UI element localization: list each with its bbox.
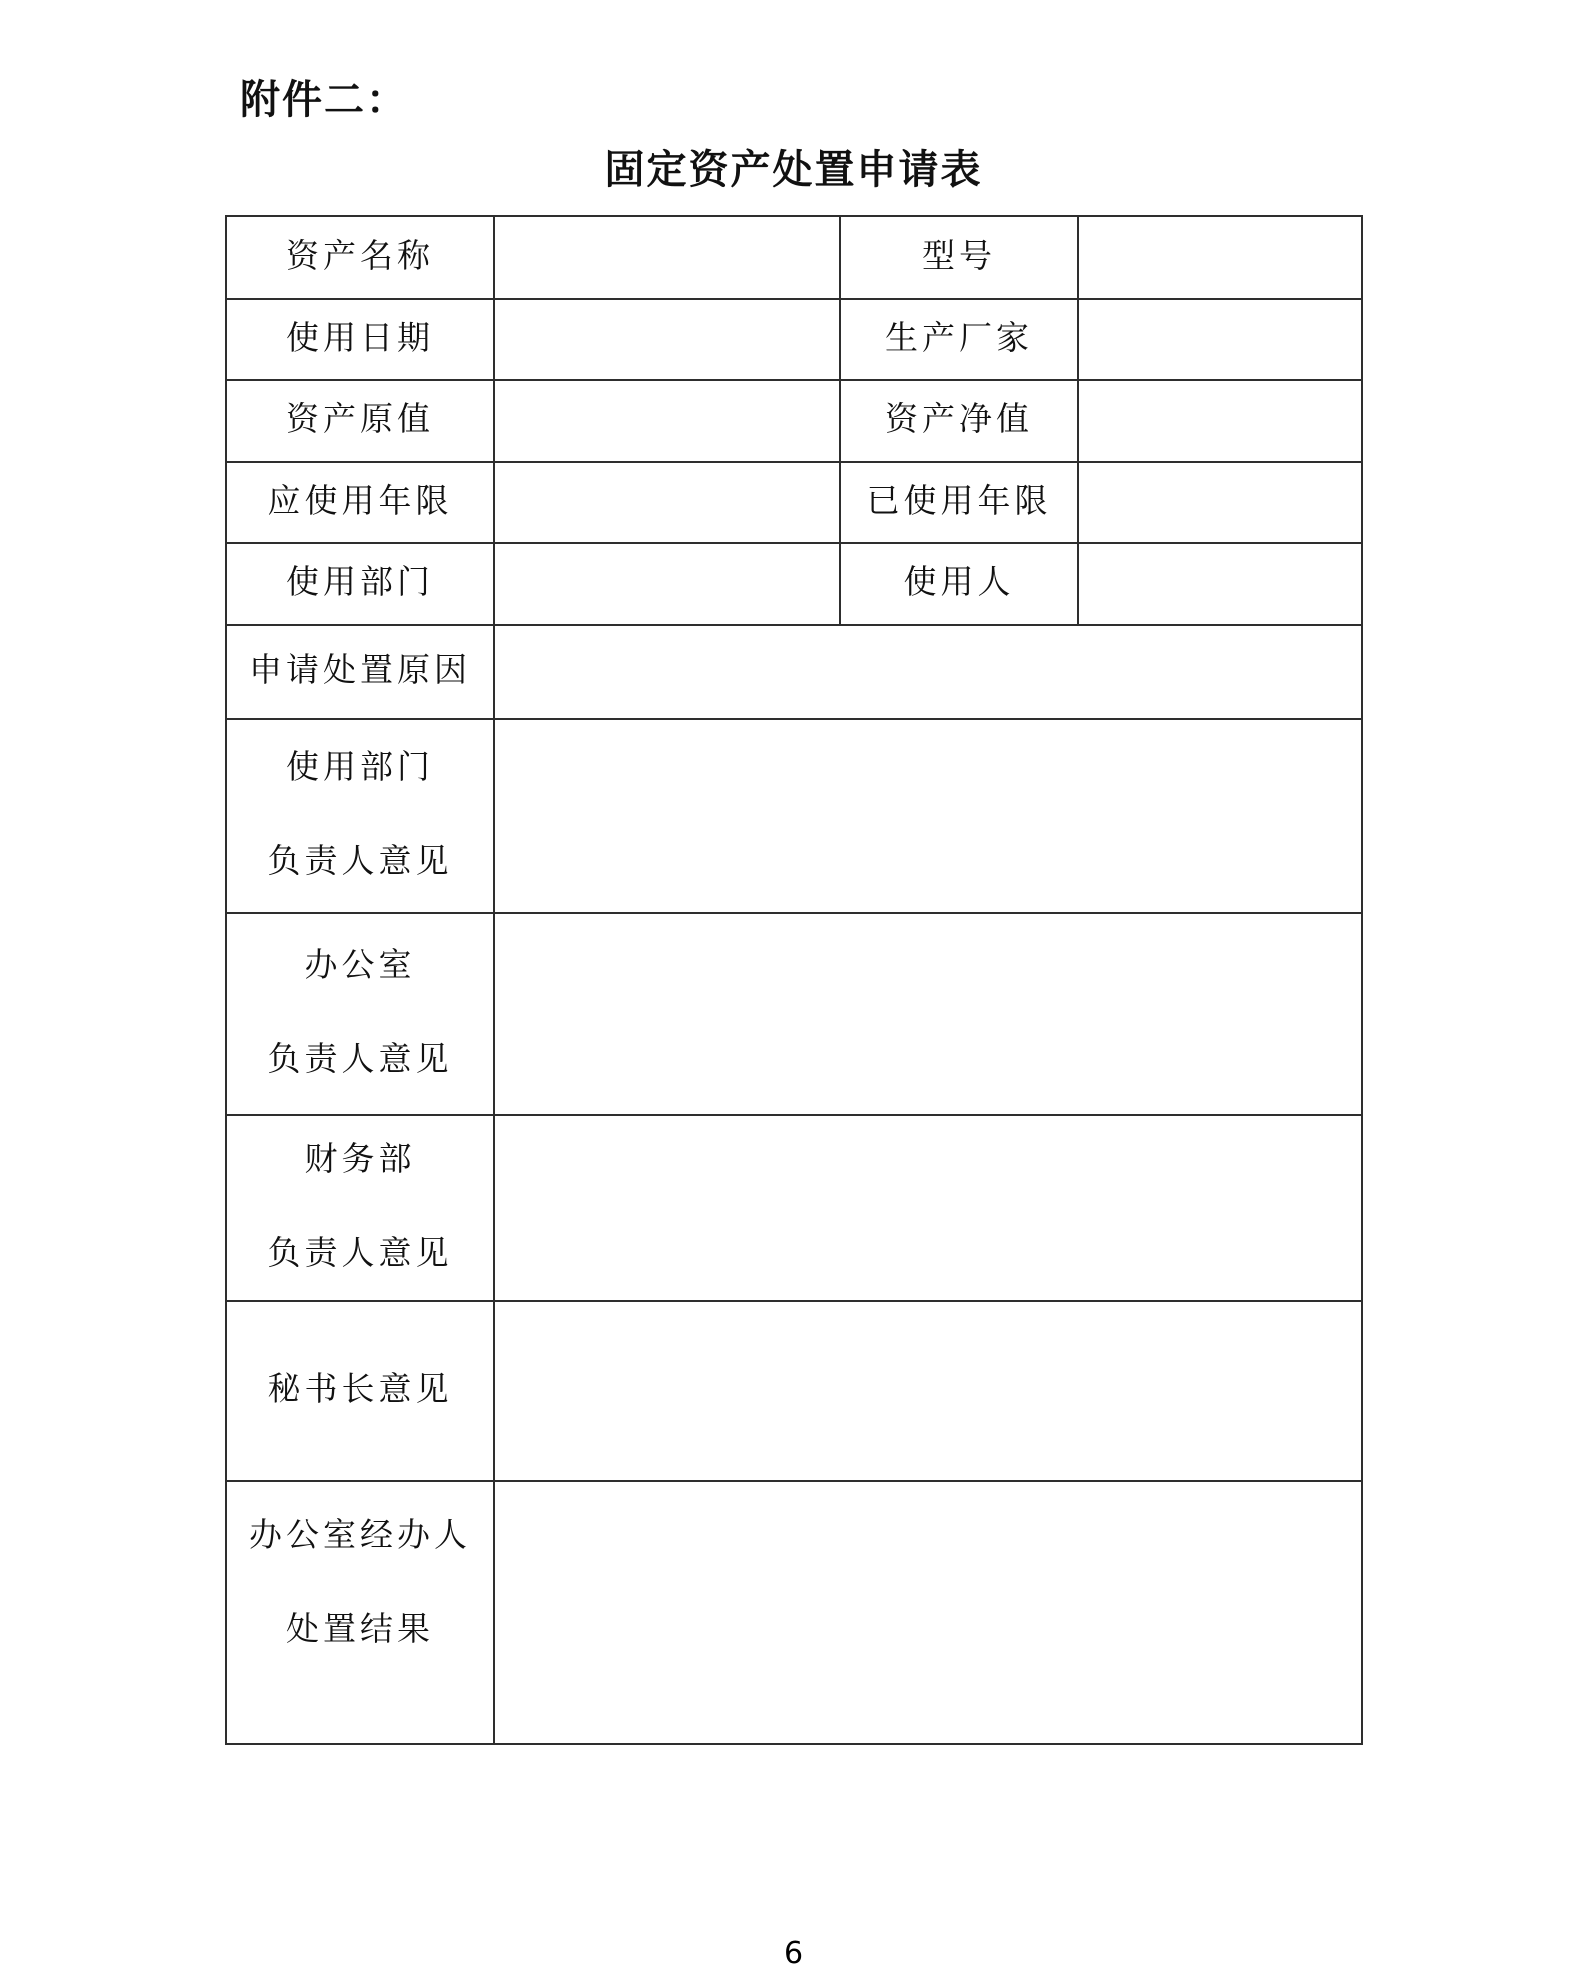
field-label-line: 财务部 xyxy=(304,1142,416,1179)
field-value-cell xyxy=(494,543,840,625)
field-label-cell xyxy=(226,1481,494,1744)
field-label xyxy=(227,1482,493,1650)
field-label xyxy=(227,1142,493,1274)
field-label xyxy=(841,565,1077,603)
field-label-line: 资产名称 xyxy=(286,238,434,275)
field-value-cell xyxy=(1078,543,1362,625)
field-value-cell xyxy=(494,216,840,299)
field-label-line: 办公室 xyxy=(304,948,416,985)
field-label-cell xyxy=(840,462,1078,543)
field-label-cell xyxy=(840,216,1078,299)
field-value-cell xyxy=(494,380,840,462)
field-label-line: 使用日期 xyxy=(286,320,434,357)
field-label xyxy=(227,239,493,277)
field-label-cell xyxy=(226,719,494,913)
field-label xyxy=(227,321,493,359)
table-row xyxy=(226,1115,1362,1301)
field-label-line: 秘书长意见 xyxy=(267,1372,453,1409)
field-label xyxy=(227,1372,493,1410)
field-label xyxy=(841,484,1077,522)
table-row xyxy=(226,625,1362,719)
field-label-cell xyxy=(840,380,1078,462)
field-value-cell xyxy=(494,719,1362,913)
field-label-cell xyxy=(226,216,494,299)
field-label-line: 使用部门 xyxy=(286,750,434,787)
field-label-line: 处置结果 xyxy=(286,1611,434,1648)
field-value-cell xyxy=(494,462,840,543)
field-label-cell xyxy=(226,913,494,1115)
field-value-cell xyxy=(494,1481,1362,1744)
field-value-cell xyxy=(1078,462,1362,543)
field-value-cell xyxy=(1078,216,1362,299)
page-title: 固定资产处置申请表 xyxy=(604,147,983,192)
field-value-cell xyxy=(494,913,1362,1115)
field-label-line: 负责人意见 xyxy=(267,1042,453,1078)
field-label-cell xyxy=(226,462,494,543)
field-label-cell xyxy=(840,299,1078,380)
field-label-line: 资产净值 xyxy=(885,402,1033,439)
field-label-line: 使用部门 xyxy=(286,565,434,602)
table-row xyxy=(226,299,1362,380)
field-label xyxy=(841,321,1077,359)
field-label-line: 办公室经办人 xyxy=(249,1518,471,1554)
asset-disposal-form-table xyxy=(225,215,1363,1745)
field-value-cell xyxy=(494,1301,1362,1481)
field-label-cell xyxy=(226,1301,494,1481)
field-label-line: 已使用年限 xyxy=(866,483,1052,520)
field-value-cell xyxy=(1078,299,1362,380)
table-row xyxy=(226,1301,1362,1481)
field-value-cell xyxy=(494,299,840,380)
table-row xyxy=(226,913,1362,1115)
table-row xyxy=(226,216,1362,299)
field-label xyxy=(227,565,493,603)
field-label-line: 负责人意见 xyxy=(267,1236,453,1272)
field-label xyxy=(227,653,493,691)
field-value-cell xyxy=(494,1115,1362,1301)
table-row xyxy=(226,543,1362,625)
field-label-line: 应使用年限 xyxy=(267,483,453,520)
field-label xyxy=(227,484,493,522)
field-label-cell xyxy=(226,380,494,462)
field-label-line: 使用人 xyxy=(903,565,1015,602)
field-label-cell xyxy=(226,625,494,719)
field-value-cell xyxy=(1078,380,1362,462)
field-label-line: 资产原值 xyxy=(286,402,434,439)
table-row xyxy=(226,1481,1362,1744)
field-value-cell xyxy=(494,625,1362,719)
field-label-cell xyxy=(226,543,494,625)
field-label-cell xyxy=(226,1115,494,1301)
page-number: 6 xyxy=(783,1936,804,1971)
field-label-cell xyxy=(840,543,1078,625)
field-label-line: 申请处置原因 xyxy=(249,653,471,690)
table-row xyxy=(226,462,1362,543)
field-label xyxy=(841,402,1077,440)
field-label xyxy=(227,948,493,1080)
field-label-cell xyxy=(226,299,494,380)
field-label-line: 负责人意见 xyxy=(267,844,453,880)
attachment-label: 附件二： xyxy=(240,77,408,122)
table-body xyxy=(226,216,1362,1744)
field-label xyxy=(227,750,493,882)
field-label-line: 生产厂家 xyxy=(885,320,1033,357)
field-label xyxy=(841,239,1077,277)
table-row xyxy=(226,380,1362,462)
field-label xyxy=(227,402,493,440)
field-label-line: 型号 xyxy=(922,238,996,275)
table-row xyxy=(226,719,1362,913)
